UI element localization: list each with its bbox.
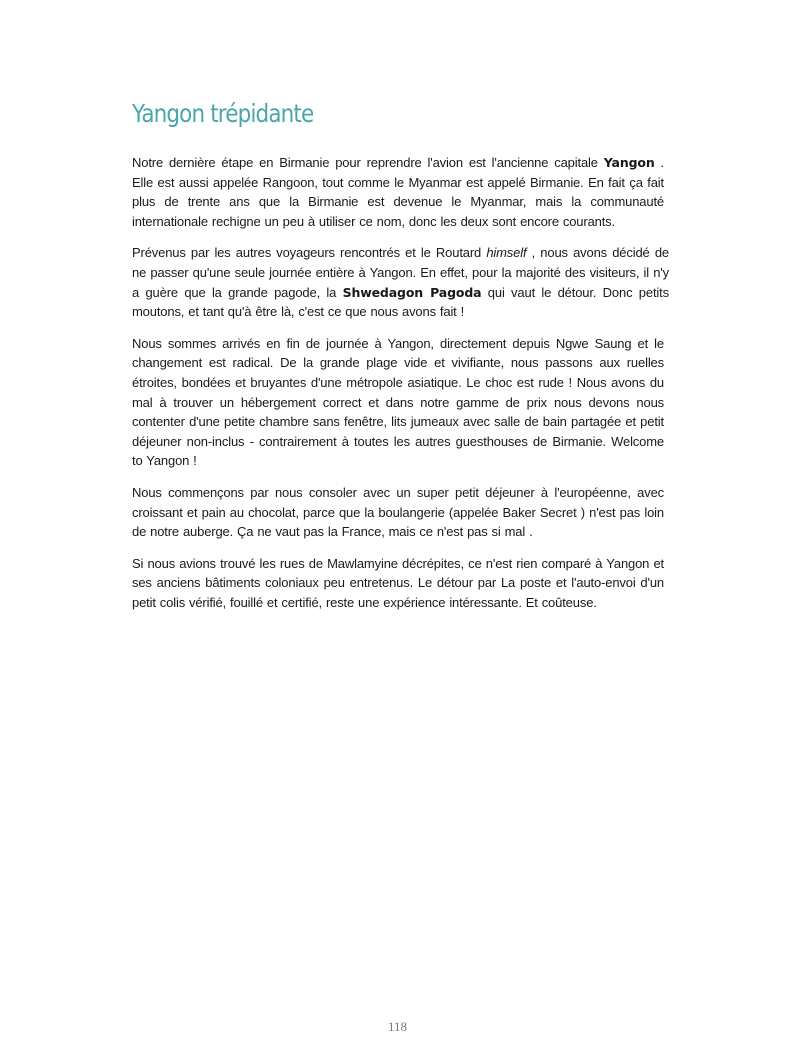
pagoda-name-bold: Shwedagon Pagoda bbox=[342, 284, 482, 300]
paragraph-3: Nous sommes arrivés en fin de journée à Yangon, directement depuis Ngwe Saung et le changement est radical. De la grande plage vide et vivifiante, nous passons aux ruelles étroites, bondées et bruyantes d'une métropole asiatique. Le choc est rude ! Nous avons du mal à trouver un hébergement correct et dans notre gamme de prix nous devons nous contenter d'une petite chambre sans fenêtre, lits jumeaux avec salle de bain partagée et petit déjeuner non-inclus - contrairement à toutes les autres guesthouses de Birmanie. Welcome to Yangon ! bbox=[132, 335, 664, 469]
article-body bbox=[132, 153, 669, 624]
paragraph-2-text-c: qui vaut le détour. Donc petits moutons, et tant qu'à être là, c'est ce que nous avons fait ! bbox=[132, 284, 669, 320]
paragraph-4: Nous commençons par nous consoler avec un super petit déjeuner à l'européenne, avec croissant et pain au chocolat, parce que la boulangerie (appelée Baker Secret ) n'est pas loin de notre auberge. Ça ne vaut pas la France, mais ce n'est pas si mal . bbox=[132, 484, 664, 540]
paragraph-5: Si nous avions trouvé les rues de Mawlamyine décrépites, ce n'est rien comparé à Yangon et ses anciens bâtiments coloniaux peu entretenus. Le détour par La poste et l'auto-envoi d'un petit colis vérifié, fouillé et certifié, reste une expérience intéressante. Et coûteuse. bbox=[132, 555, 664, 610]
paragraph-1-text-a: Notre dernière étape en Birmanie pour reprendre l'avion est l'ancienne capitale bbox=[132, 155, 604, 170]
paragraph-2-text-b: , nous avons décidé de ne passer qu'une seule journée entière à Yangon. En effet, pour la majorité des visiteurs, il n'y a guère que la grande pagode, la bbox=[132, 245, 669, 300]
page-title: Yangon trépidante bbox=[132, 99, 314, 128]
page-number: 118 bbox=[387, 1019, 408, 1034]
paragraph-1-text-b: . Elle est aussi appelée Rangoon, tout comme le Myanmar est appelé Birmanie. En fait ça fait plus de trente ans que la Birmanie est devenue le Myanmar, mais la communauté internationale rechigne un peu à utiliser ce nom, donc les deux sont encore courants. bbox=[132, 155, 664, 229]
paragraph-2-text-a: Prévenus par les autres voyageurs rencontrés et le Routard bbox=[132, 245, 487, 261]
paragraph-2-italic: himself bbox=[486, 245, 527, 261]
paragraph-2 bbox=[132, 243, 669, 321]
city-name-bold: Yangon bbox=[603, 155, 655, 170]
paragraph-1 bbox=[132, 153, 664, 231]
